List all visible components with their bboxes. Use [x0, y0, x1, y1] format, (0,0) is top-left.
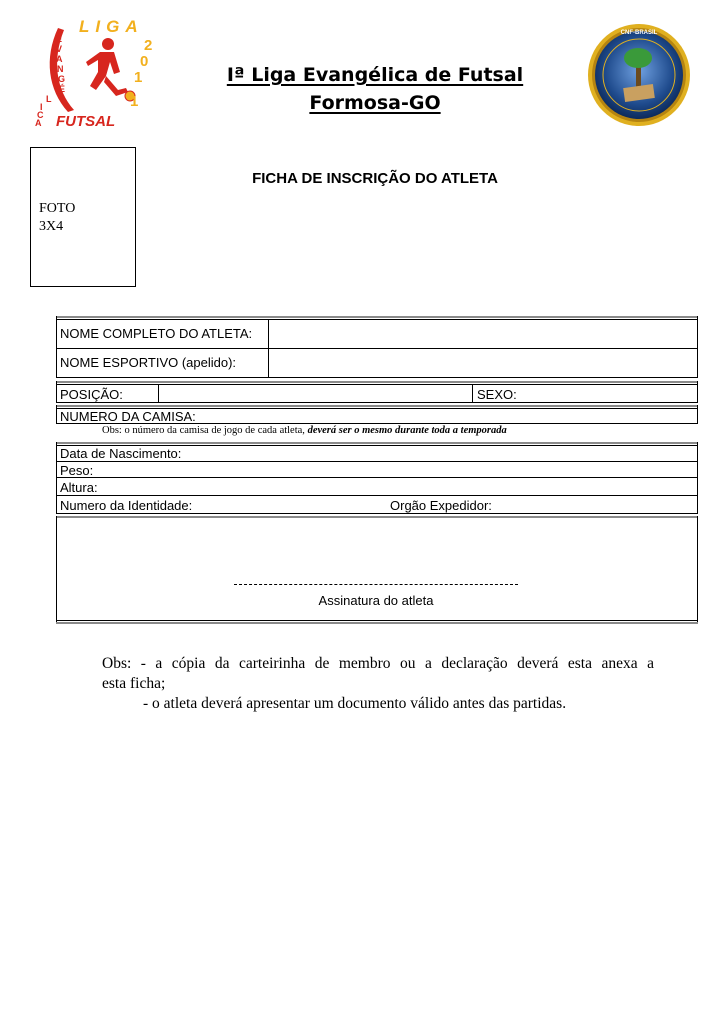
label-nome-esportivo: NOME ESPORTIVO (apelido):	[60, 355, 237, 370]
label-peso: Peso:	[60, 463, 94, 478]
svg-text:I: I	[40, 102, 43, 112]
note-line-2: esta ficha;	[102, 675, 166, 692]
logo-word-bottom: FUTSAL	[56, 113, 116, 130]
svg-text:1: 1	[134, 69, 143, 86]
form-title: FICHA DE INSCRIÇÃO DO ATLETA	[252, 170, 498, 187]
label-identidade: Numero da Identidade:	[60, 498, 193, 513]
svg-text:V: V	[56, 44, 63, 54]
note-line-1: Obs: - a cópia da carteirinha de membro ou a declaração deverá esta anexa a	[102, 655, 654, 672]
cnf-brasil-seal	[586, 22, 692, 128]
svg-text:N: N	[57, 64, 64, 74]
svg-text:G: G	[58, 74, 66, 84]
league-city: Formosa-GO	[309, 92, 441, 114]
signature-label: Assinatura do atleta	[318, 593, 434, 608]
label-posicao: POSIÇÃO:	[60, 387, 123, 402]
photo-label-line1: FOTO	[39, 201, 76, 216]
liga-futsal-logo	[34, 10, 164, 130]
signature-line	[234, 584, 518, 585]
label-nome-completo: NOME COMPLETO DO ATLETA:	[60, 326, 253, 341]
league-title: Iª Liga Evangélica de Futsal	[226, 64, 524, 86]
shirt-note-text: Obs: o número da camisa de jogo de cada atleta,	[102, 425, 308, 436]
photo-box	[30, 147, 136, 287]
label-data-nascimento: Data de Nascimento:	[60, 446, 182, 461]
label-orgao: Orgão Expedidor:	[390, 498, 492, 513]
svg-text:A: A	[56, 54, 63, 64]
svg-text:É: É	[59, 84, 66, 94]
label-sexo: SEXO:	[477, 387, 517, 402]
note-line-3: - o atleta deverá apresentar um documento válido antes das partidas.	[143, 695, 567, 712]
svg-text:E: E	[56, 34, 63, 44]
photo-label-line2: 3X4	[39, 219, 64, 234]
photo-label	[39, 200, 75, 236]
label-numero-camisa: NUMERO DA CAMISA:	[60, 409, 196, 424]
svg-text:0: 0	[140, 53, 149, 70]
shirt-number-note	[102, 425, 507, 436]
shirt-note-emphasis: deverá ser o mesmo durante toda a temporada	[307, 425, 507, 436]
seal-text: CNF-BRASIL	[620, 30, 658, 36]
svg-text:L: L	[46, 94, 52, 104]
label-altura: Altura:	[60, 480, 98, 495]
svg-text:A: A	[35, 118, 42, 128]
svg-text:1: 1	[130, 93, 139, 110]
svg-text:C: C	[37, 110, 44, 120]
logo-word-top: LIGA	[79, 17, 144, 36]
svg-text:2: 2	[144, 37, 153, 54]
